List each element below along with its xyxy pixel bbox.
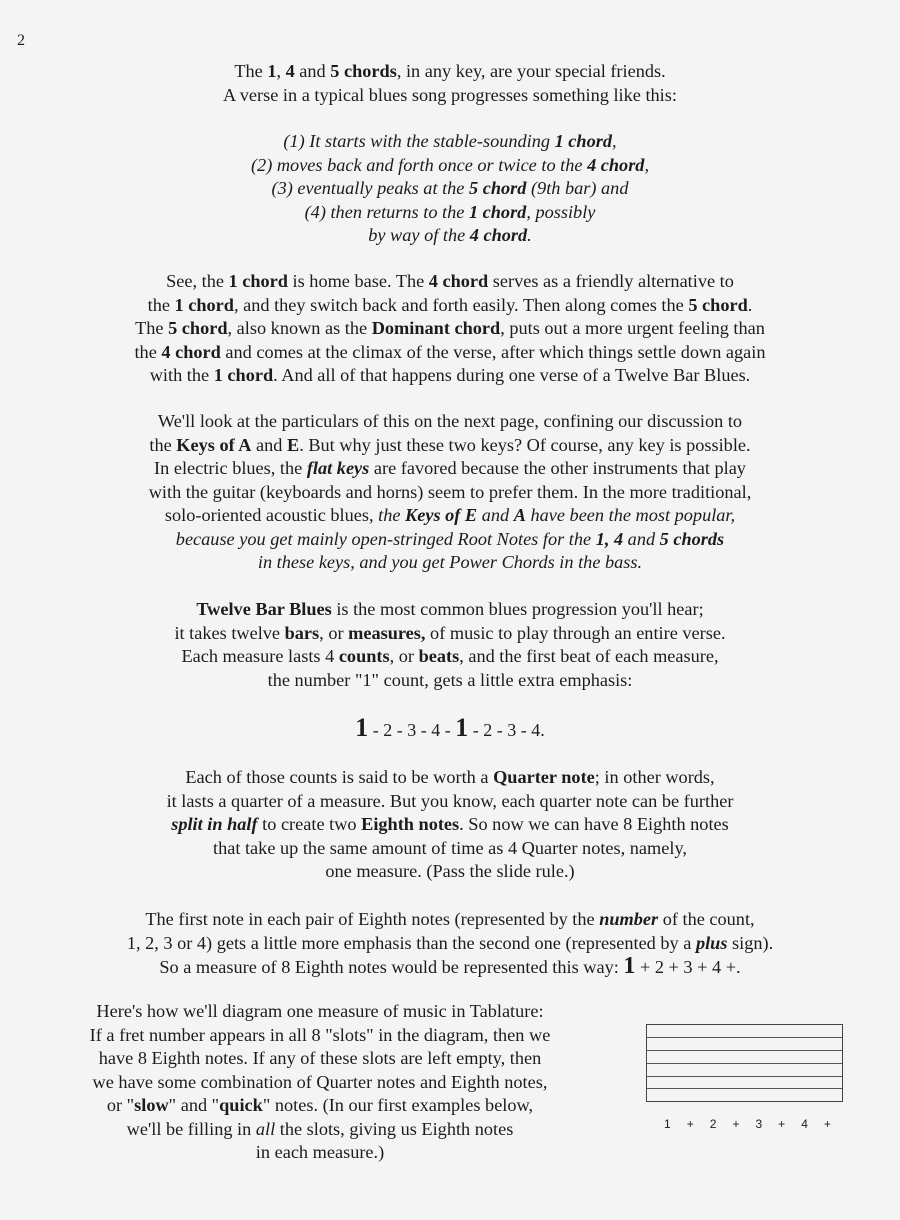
tab-count: + bbox=[823, 1117, 831, 1131]
tab-string-line bbox=[647, 1076, 842, 1077]
tab-count: + bbox=[732, 1117, 740, 1131]
text-line: The first note in each pair of Eighth notes (represented by the number of the count, bbox=[145, 909, 755, 929]
text-line: that take up the same amount of time as 4 Quarter notes, namely, bbox=[213, 837, 687, 858]
twelve-bar-paragraph bbox=[30, 598, 870, 692]
text-line: 1, 2, 3 or 4) gets a little more emphasis than the second one (represented by a plus sign). bbox=[126, 932, 774, 953]
tab-count: 3 bbox=[755, 1117, 763, 1131]
tab-count: + bbox=[686, 1117, 694, 1131]
text-line: it lasts a quarter of a measure. But you know, each quarter note can be further bbox=[166, 790, 734, 811]
tab-string-line bbox=[647, 1063, 842, 1064]
quarter-note-paragraph bbox=[30, 766, 870, 884]
text-line: the Keys of A and E. But why just these two keys? Of course, any key is possible. bbox=[149, 434, 751, 455]
text-line: A verse in a typical blues song progresses something like this: bbox=[223, 84, 677, 105]
progression-list bbox=[30, 130, 870, 248]
text-line: we have some combination of Quarter notes and Eighth notes, bbox=[92, 1071, 548, 1092]
count-example: 1 - 2 - 3 - 4 - 1 - 2 - 3 - 4. bbox=[355, 713, 545, 742]
list-item: (2) moves back and forth once or twice to the 4 chord, bbox=[250, 154, 650, 175]
text-line: So a measure of 8 Eighth notes would be represented this way: 1 + 2 + 3 + 4 +. bbox=[159, 953, 741, 979]
text-line: the 4 chord and comes at the climax of the verse, after which things settle down again bbox=[134, 341, 766, 362]
text-line: in each measure.) bbox=[255, 1142, 385, 1162]
text-line: we'll be filling in all the slots, giving us Eighth notes bbox=[126, 1118, 514, 1139]
text-line: the number "1" count, gets a little extra emphasis: bbox=[267, 669, 633, 690]
tab-count: + bbox=[778, 1117, 786, 1131]
tab-count: 2 bbox=[709, 1117, 717, 1131]
text-line: split in half to create two Eighth notes. So now we can have 8 Eighth notes bbox=[171, 814, 729, 834]
tab-count-row bbox=[646, 1117, 843, 1131]
tablature-diagram bbox=[646, 1024, 843, 1102]
text-line: it takes twelve bars, or measures, of music to play through an entire verse. bbox=[174, 622, 726, 643]
tab-count: 4 bbox=[801, 1117, 808, 1131]
intro-paragraph bbox=[30, 60, 870, 107]
text-line: Twelve Bar Blues is the most common blues progression you'll hear; bbox=[196, 599, 704, 619]
text-line: because you get mainly open-stringed Root Notes for the 1, 4 and 5 chords bbox=[175, 528, 725, 549]
text-line: solo-oriented acoustic blues, the Keys of E and A have been the most popular, bbox=[164, 505, 736, 525]
list-item: (4) then returns to the 1 chord, possibly bbox=[304, 201, 596, 222]
text-line: Each measure lasts 4 counts, or beats, and the first beat of each measure, bbox=[181, 646, 719, 666]
list-item: (3) eventually peaks at the 5 chord (9th bar) and bbox=[271, 178, 629, 198]
text-line: the 1 chord, and they switch back and forth easily. Then along comes the 5 chord. bbox=[147, 294, 753, 315]
text-line: Each of those counts is said to be worth a Quarter note; in other words, bbox=[185, 767, 715, 787]
keys-paragraph bbox=[30, 410, 870, 575]
tab-string-line bbox=[647, 1037, 842, 1038]
list-item: (1) It starts with the stable-sounding 1 chord, bbox=[283, 131, 617, 151]
tab-count: 1 bbox=[664, 1117, 671, 1131]
text-line: If a fret number appears in all 8 "slots" in the diagram, then we bbox=[89, 1024, 551, 1045]
text-line: one measure. (Pass the slide rule.) bbox=[325, 861, 575, 881]
text-line: See, the 1 chord is home base. The 4 chord serves as a friendly alternative to bbox=[166, 271, 734, 291]
eighth-note-paragraph bbox=[30, 908, 870, 980]
tab-string-line bbox=[647, 1088, 842, 1089]
text-line: In electric blues, the flat keys are favored because the other instruments that play bbox=[154, 458, 746, 478]
text-line: with the guitar (keyboards and horns) seem to prefer them. In the more traditional, bbox=[148, 481, 752, 502]
text-line: We'll look at the particulars of this on the next page, confining our discussion to bbox=[157, 411, 743, 431]
text-line: have 8 Eighth notes. If any of these slots are left empty, then bbox=[98, 1048, 542, 1068]
text-line: Here's how we'll diagram one measure of music in Tablature: bbox=[96, 1001, 544, 1021]
tablature-paragraph bbox=[30, 1000, 610, 1165]
chords-paragraph bbox=[30, 270, 870, 388]
text-line: The 5 chord, also known as the Dominant chord, puts out a more urgent feeling than bbox=[135, 318, 765, 338]
page-number: 2 bbox=[17, 32, 25, 49]
text-line: The 1, 4 and 5 chords, in any key, are your special friends. bbox=[234, 61, 666, 81]
list-item: by way of the 4 chord. bbox=[368, 225, 532, 245]
tab-string-line bbox=[647, 1050, 842, 1051]
text-line: with the 1 chord. And all of that happens during one verse of a Twelve Bar Blues. bbox=[149, 365, 751, 385]
text-line: in these keys, and you get Power Chords in the bass. bbox=[257, 552, 643, 572]
text-line: or "slow" and "quick" notes. (In our first examples below, bbox=[106, 1095, 534, 1115]
